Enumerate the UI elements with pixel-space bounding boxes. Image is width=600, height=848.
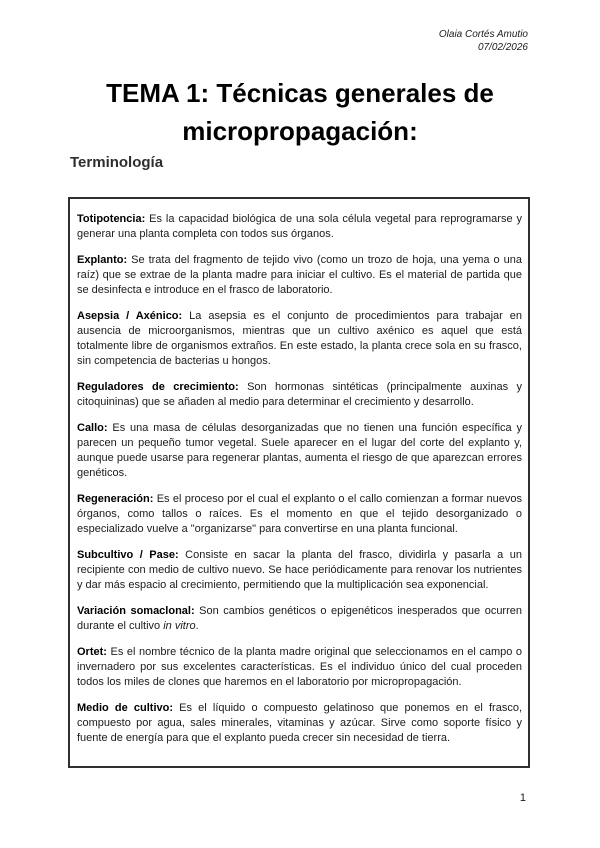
term-italic: in vitro <box>163 620 196 632</box>
term-paragraph-regeneracion <box>77 492 522 537</box>
term-paragraph-variacion-somaclonal <box>77 604 522 634</box>
term-body: Se trata del fragmento de tejido vivo (como un trozo de hoja, una yema o una raíz) que se extrae de la planta madre para iniciar el cultivo. Es el material de partida que se desinfecta e introduce en el frasco de laboratorio. <box>77 254 522 296</box>
term-paragraph-explanto <box>77 253 522 298</box>
term-body: Son hormonas sintéticas (principalmente auxinas y citoquininas) que se añaden al medio para determinar el crecimiento y desarrollo. <box>77 381 522 408</box>
term-label: Medio de cultivo: <box>77 702 174 714</box>
term-paragraph-ortet <box>77 645 522 690</box>
term-body: Es el proceso por el cual el explanto o el callo comienzan a formar nuevos órganos, como tallos o raíces. Es el momento en que el tejido desorganizado o especializado vuelve a "organizarse" para convertirse en una planta funcional. <box>77 493 522 535</box>
term-paragraph-totipotencia <box>77 212 522 242</box>
page-header <box>439 28 528 54</box>
term-body: Son cambios genéticos o epigenéticos inesperados que ocurren durante el cultivo <box>77 605 522 632</box>
page-number: 1 <box>519 792 526 804</box>
term-paragraph-callo <box>77 421 522 481</box>
term-label: Regeneración: <box>77 493 154 505</box>
term-label: Explanto: <box>77 254 128 266</box>
document-title <box>50 74 550 150</box>
term-body: Es la capacidad biológica de una sola célula vegetal para reprogramarse y generar una planta completa con todos sus órganos. <box>77 213 522 240</box>
term-body: Consiste en sacar la planta del frasco, dividirla y pasarla a un recipiente con medio de cultivo nuevo. Se hace periódicamente para renovar los nutrientes y dar más espacio al crecimiento, permitiendo que la multiplicación sea exponencial. <box>77 549 522 591</box>
term-paragraph-reguladores <box>77 380 522 410</box>
term-paragraph-subcultivo-pase <box>77 548 522 593</box>
term-label: Ortet: <box>77 646 107 658</box>
term-label: Reguladores de crecimiento: <box>77 381 239 393</box>
author-name: Olaia Cortés Amutio <box>438 29 528 40</box>
term-label: Asepsia / Axénico: <box>77 310 183 322</box>
section-heading: Terminología <box>70 154 164 171</box>
term-label: Subcultivo / Pase: <box>77 549 179 561</box>
term-paragraph-medio-de-cultivo <box>77 701 522 746</box>
term-label: Variación somaclonal: <box>77 605 195 617</box>
term-body: Es una masa de células desorganizadas que no tienen una función específica y parecen un pequeño tumor vegetal. Suele aparecer en el lugar del corte del explanto y, aunque puede usarse para regenerar plantas, aumenta el riesgo de que aparezcan errores genéticos. <box>77 422 522 479</box>
document-title-line2: micropropagación: <box>182 116 418 146</box>
document-title-line1: TEMA 1: Técnicas generales de <box>106 78 494 108</box>
document-date: 07/02/2026 <box>477 42 528 53</box>
term-after: . <box>195 620 199 632</box>
term-body: Es el nombre técnico de la planta madre original que seleccionamos en el campo o invernadero por sus excelentes características. Es el individuo único del cual proceden todos los miles de clones que haremos en el laboratorio por micropropagación. <box>77 646 522 688</box>
term-paragraph-asepsia-axenico <box>77 309 522 369</box>
term-label: Callo: <box>77 422 108 434</box>
term-body: La asepsia es el conjunto de procedimientos para trabajar en ausencia de microorganismos, mientras que un cultivo axénico es aquel que está totalmente libre de organismos extraños. En este estado, la planta crece sola en su frasco, sin competencia de bacterias u hongos. <box>77 310 523 367</box>
term-body: Es el líquido o compuesto gelatinoso que ponemos en el frasco, compuesto por agua, sales minerales, vitaminas y azúcar. Sirve como soporte físico y fuente de energía para que el explanto pueda crecer sin necesidad de tierra. <box>77 702 522 744</box>
terminology-box <box>68 197 530 768</box>
term-label: Totipotencia: <box>77 213 146 225</box>
